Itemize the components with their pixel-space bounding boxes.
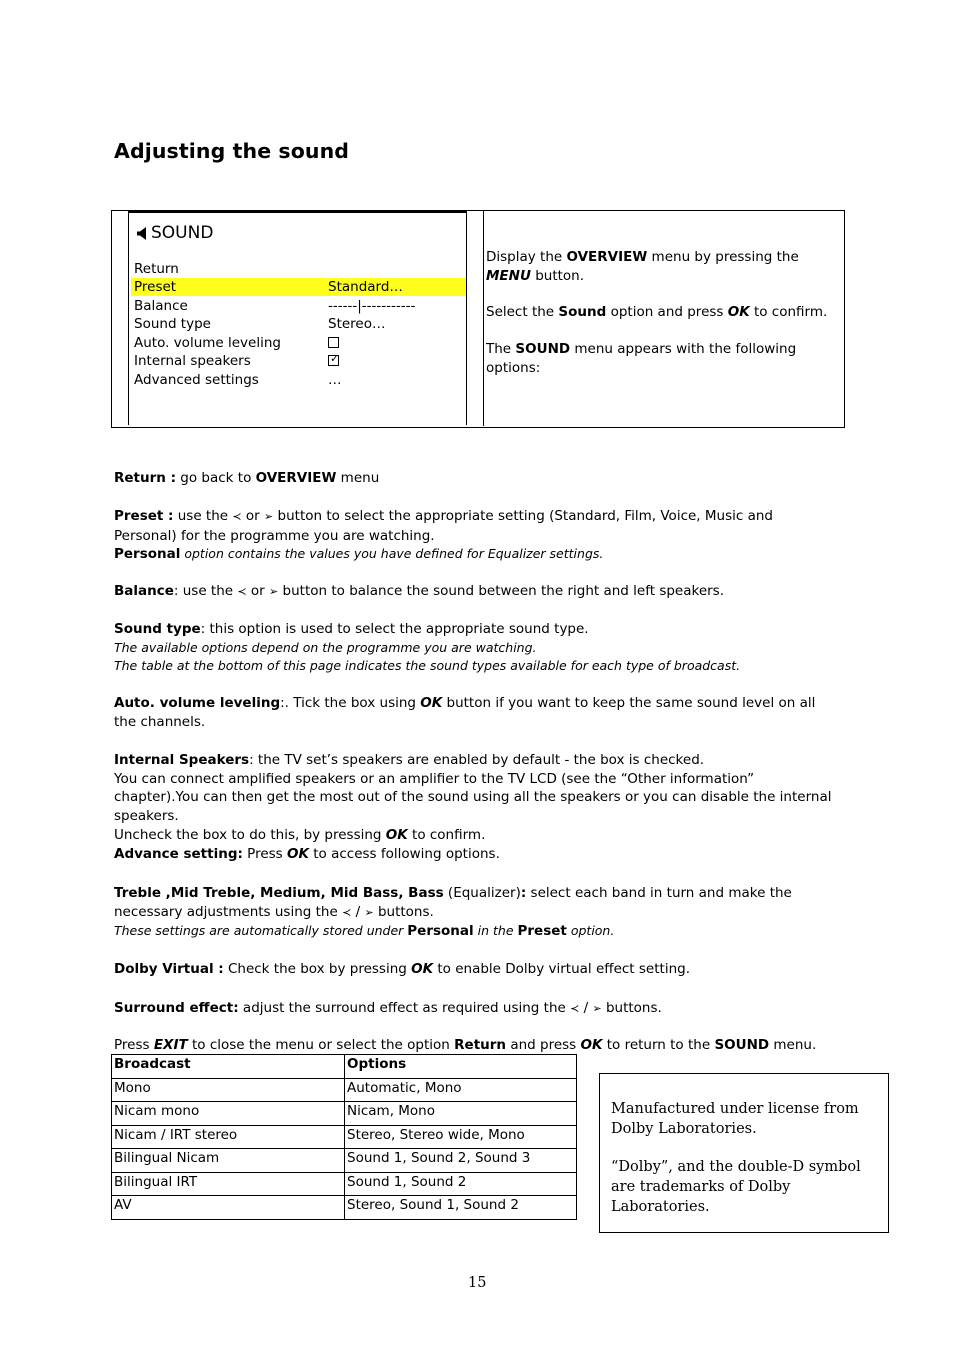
desc-sound-type: Sound type: this option is used to select the appropriate sound type. The available options depend on the programme you are watching. The table at the bottom of this page indicates the sound types available for each type of broadcast.	[114, 621, 741, 674]
table-header: Broadcast	[112, 1055, 345, 1079]
table-cell: Nicam mono	[112, 1102, 345, 1126]
menu-item-internal-speakers[interactable]	[131, 352, 466, 370]
table-cell: Nicam, Mono	[345, 1102, 577, 1126]
dolby-notice-line2: “Dolby”, and the double-D symbol are trademarks of Dolby Laboratories.	[611, 1159, 861, 1215]
table-cell: Nicam / IRT stereo	[112, 1125, 345, 1149]
menu-item-advanced-settings[interactable]	[131, 371, 466, 389]
desc-exit: Press EXIT to close the menu or select the option Return and press OK to return to the SOUND menu.	[114, 1037, 817, 1053]
menu-item-preset[interactable]	[131, 278, 466, 296]
instruction-menu-appears: The SOUND menu appears with the following options:	[486, 341, 797, 376]
table-cell: Sound 1, Sound 2, Sound 3	[345, 1149, 577, 1173]
checkbox-checked-icon[interactable]: ✓	[330, 352, 340, 365]
desc-advance-setting: Advance setting: Press OK to access following options.	[114, 846, 500, 862]
table-row	[112, 1149, 577, 1173]
broadcast-table	[111, 1054, 577, 1220]
sound-menu-title: SOUND	[151, 223, 214, 243]
menu-item-auto-volume[interactable]	[131, 334, 466, 352]
desc-preset: Preset : use the ≺ or ➢ button to select the appropriate setting (Standard, Film, Voice, Music and Personal) for the programme you are watching. Personal option contains the values you have defined for Equalizer settings.	[114, 508, 773, 563]
menu-item-sound-type[interactable]	[131, 315, 466, 333]
table-row	[112, 1172, 577, 1196]
speaker-icon	[136, 227, 147, 240]
table-cell: Bilingual IRT	[112, 1172, 345, 1196]
checkbox-unchecked-icon[interactable]	[328, 337, 339, 348]
table-cell: Stereo, Stereo wide, Mono	[345, 1125, 577, 1149]
right-arrow-icon: ➢	[592, 1002, 602, 1015]
left-arrow-icon: ≺	[342, 905, 352, 919]
table-cell: Mono	[112, 1078, 345, 1102]
table-cell: Stereo, Sound 1, Sound 2	[345, 1196, 577, 1220]
desc-auto-volume: Auto. volume leveling:. Tick the box using OK button if you want to keep the same sound level on all the channels.	[114, 695, 816, 730]
right-arrow-icon: ➢	[364, 905, 374, 919]
table-row	[112, 1078, 577, 1102]
table-header: Options	[345, 1055, 577, 1079]
sound-menu-heading	[136, 223, 213, 243]
instruction-select-sound: Select the Sound option and press OK to confirm.	[486, 304, 828, 320]
menu-item-return[interactable]	[131, 260, 466, 278]
table-row	[112, 1125, 577, 1149]
menu-item-value: …	[328, 372, 342, 388]
menu-item-label: Balance	[134, 298, 188, 314]
table-cell: Sound 1, Sound 2	[345, 1172, 577, 1196]
desc-dolby-virtual: Dolby Virtual : Check the box by pressing OK to enable Dolby virtual effect setting.	[114, 961, 690, 977]
menu-item-label: Auto. volume leveling	[134, 335, 281, 351]
table-cell: AV	[112, 1196, 345, 1220]
table-row	[112, 1102, 577, 1126]
instruction-display-overview: Display the OVERVIEW menu by pressing the MENU button.	[486, 249, 799, 284]
menu-item-label: Advanced settings	[134, 372, 259, 388]
table-header-row	[112, 1055, 577, 1079]
desc-return: Return : go back to OVERVIEW menu	[114, 470, 380, 486]
desc-balance: Balance: use the ≺ or ➢ button to balance the sound between the right and left speakers.	[114, 583, 725, 599]
left-arrow-icon: ≺	[570, 1002, 580, 1015]
menu-item-label: Sound type	[134, 316, 211, 332]
instruction-divider	[483, 211, 484, 426]
menu-item-balance[interactable]	[131, 297, 466, 315]
table-row	[112, 1196, 577, 1220]
table-cell: Automatic, Mono	[345, 1078, 577, 1102]
menu-item-value: Standard…	[328, 279, 403, 295]
menu-item-label: Return	[134, 261, 179, 277]
right-arrow-icon: ➢	[269, 585, 279, 598]
menu-item-value: Stereo…	[328, 316, 386, 332]
menu-item-value: ------|-----------	[328, 298, 416, 314]
menu-item-label: Preset	[134, 279, 177, 295]
left-arrow-icon: ≺	[232, 510, 242, 523]
page-number: 15	[468, 1275, 487, 1291]
page-title: Adjusting the sound	[114, 139, 350, 163]
menu-item-label: Internal speakers	[134, 353, 251, 369]
right-arrow-icon: ➢	[264, 510, 274, 523]
desc-internal-speakers: Internal Speakers: the TV set’s speakers are enabled by default - the box is checked. You can connect amplified speakers or an amplifier to the TV LCD (see the “Other information” chapter).You can then get the most out of the sound using all the speakers or you can disable the internal speakers. Uncheck the box to do this, by pressing OK to confirm.	[114, 752, 832, 843]
desc-surround-effect: Surround effect: adjust the surround effect as required using the ≺ / ➢ buttons.	[114, 1000, 662, 1016]
desc-equalizer: Treble ,Mid Treble, Medium, Mid Bass, Bass (Equalizer): select each band in turn and make the necessary adjustments using the ≺ / ➢ buttons. These settings are automatically stored under Personal in the Preset option.	[114, 885, 792, 940]
dolby-notice-line1: Manufactured under license from Dolby Laboratories.	[611, 1101, 859, 1137]
table-cell: Bilingual Nicam	[112, 1149, 345, 1173]
left-arrow-icon: ≺	[237, 585, 247, 598]
